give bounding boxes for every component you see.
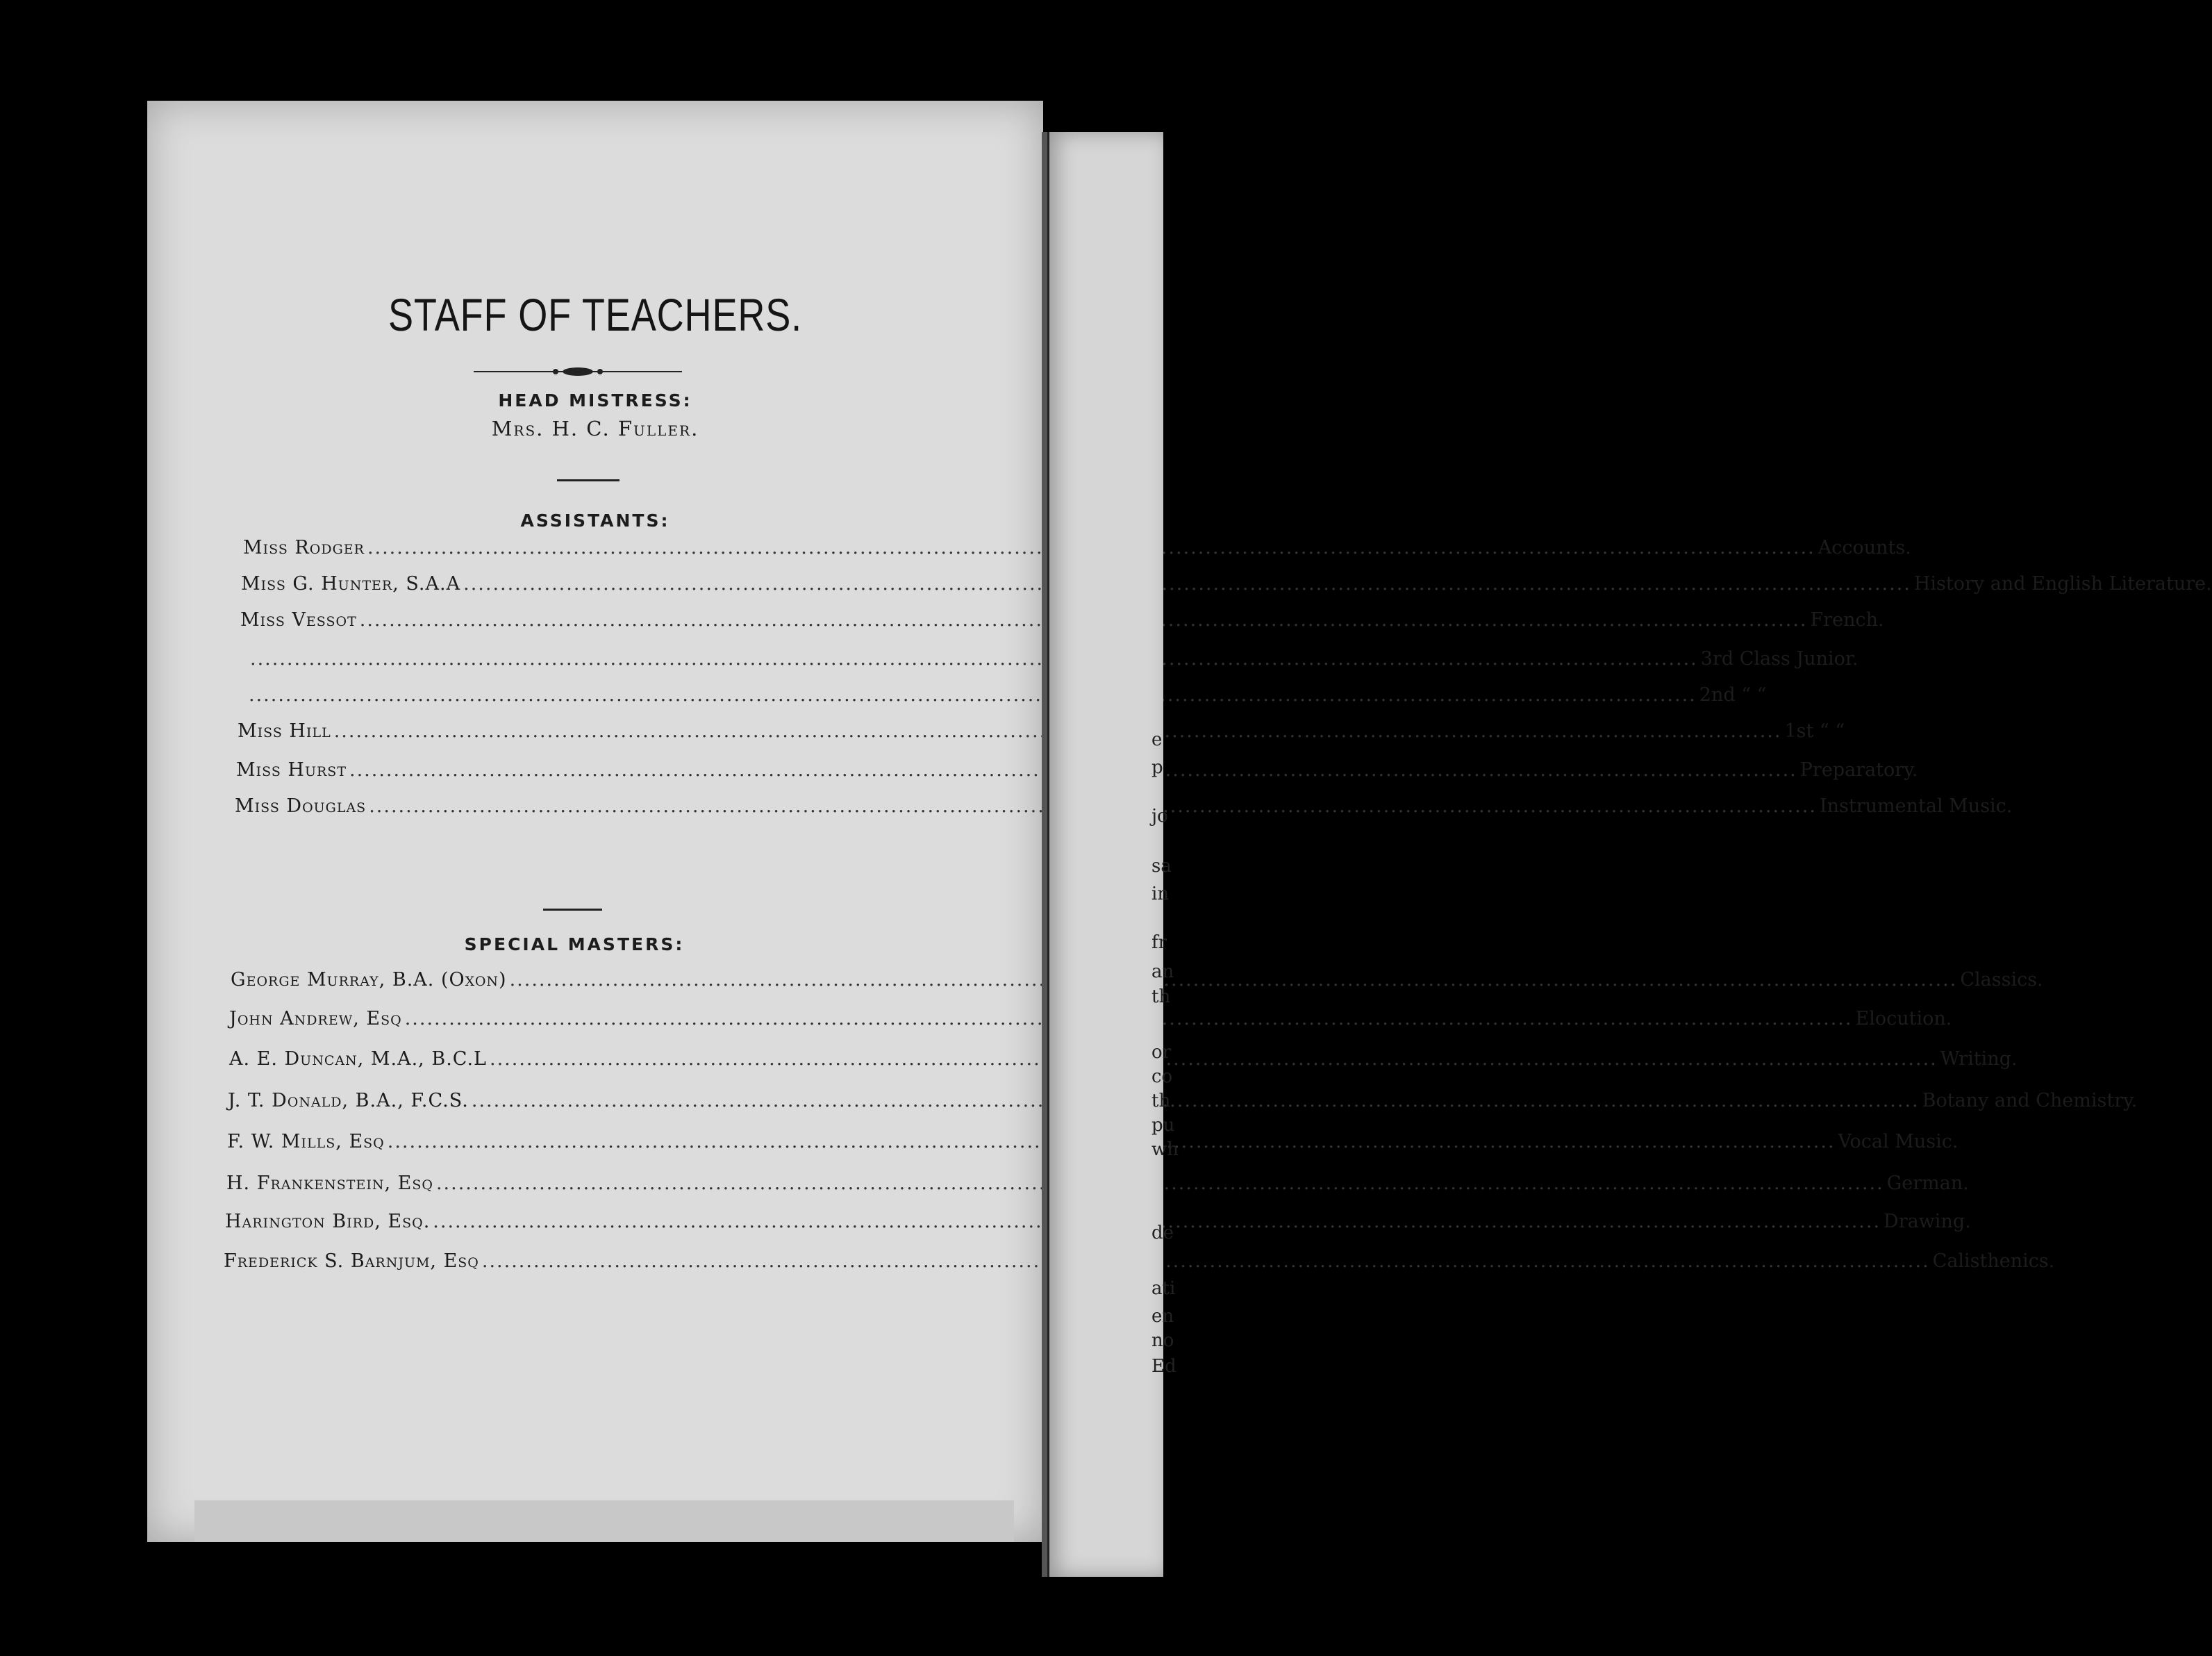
text-fragment: Ed [1151,1356,1176,1377]
list-item: Miss Hill ..... 1st “ “ [238,720,1010,742]
text-fragment: an [1151,961,1174,982]
list-item: Harington Bird, Esq. ..... Drawing. [225,1211,1050,1232]
text-fragment: or [1151,1042,1172,1063]
list-item: Miss G. Hunter, S.A.A ..... History and English Literature. [241,573,1065,595]
text-fragment: ati [1151,1278,1176,1299]
list-item: Miss Rodger ..... Accounts. [243,537,1065,558]
list-item: J. T. Donald, B.A., F.C.S. ..... Botany and Chemistry. [228,1090,1053,1111]
text-fragment: sa [1151,856,1172,877]
ornament-divider [474,366,682,377]
head-mistress-heading: HEAD MISTRESS: [498,390,692,411]
page-title: STAFF OF TEACHERS. [388,289,803,340]
assistants-heading: ASSISTANTS: [520,511,670,531]
text-fragment: p [1151,757,1163,778]
list-item: George Murray, B.A. (Oxon) ..... Classics. [231,969,1054,991]
special-masters-heading: SPECIAL MASTERS: [464,934,685,954]
list-item: F. W. Mills, Esq ..... Vocal Music. [227,1131,1051,1152]
head-mistress-name: Mrs. H. C. Fuller. [491,417,699,440]
list-item: ..... 3rd Class Junior. [240,648,1061,670]
list-item: Miss Vessot ..... French. [240,609,1063,631]
text-fragment: th [1151,986,1171,1007]
list-item: ..... 2nd “ “ [239,684,1010,706]
list-item: John Andrew, Esq ..... Elocution. [229,1008,1053,1029]
list-item: Frederick S. Barnjum, Esq ..... Calisthenics. [224,1250,1047,1272]
text-fragment: in [1151,884,1170,904]
short-rule [543,909,602,911]
text-fragment: jo [1151,806,1168,827]
text-fragment: co [1151,1066,1173,1087]
text-fragment: e [1151,729,1163,750]
text-fragment: th [1151,1091,1171,1111]
short-rule [557,479,619,481]
list-item: A. E. Duncan, M.A., B.C.L ..... Writing. [229,1048,1053,1070]
text-fragment: de [1151,1223,1174,1243]
list-item: H. Frankenstein, Esq ..... German. [226,1173,1050,1194]
text-fragment: pu [1151,1115,1175,1136]
list-item: Miss Douglas ..... Instrumental Music. [235,795,1057,817]
page-bottom-edge [194,1500,1014,1542]
text-fragment: en [1151,1306,1174,1327]
list-item: Miss Hurst ..... Preparatory. [236,759,1057,781]
text-fragment: wh [1151,1139,1179,1160]
facing-page [1047,132,1163,1577]
text-fragment: fr [1151,932,1167,953]
text-fragment: no [1151,1330,1174,1351]
